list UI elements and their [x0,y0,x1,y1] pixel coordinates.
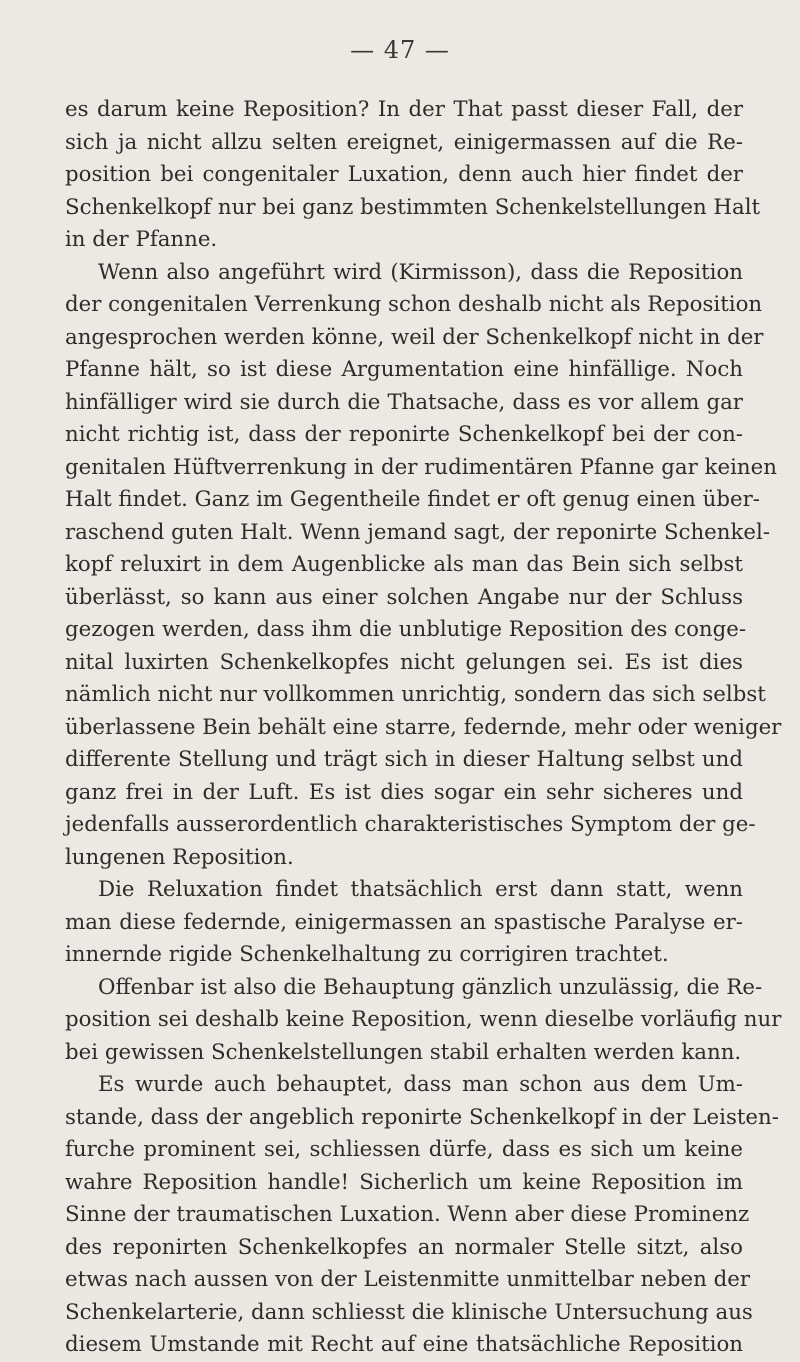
paragraph [65,257,782,875]
text-line: nämlich nicht nur vollkommen unrichtig, sondern das sich selbst [65,682,766,707]
text-line: diesem Umstande mit Recht auf eine thatsächliche Reposition [65,1332,743,1357]
text-line: furche prominent sei, schliessen dürfe, dass es sich um keine [65,1137,743,1162]
text-line: überlässt, so kann aus einer solchen Angabe nur der Schluss [65,584,743,610]
body-text [65,94,782,1362]
page-number: — 47 — [350,36,450,64]
text-line: Wenn also angeführt wird (Kirmisson), dass die Reposition [98,259,743,285]
text-line: Offenbar ist also die Behauptung gänzlich unzulässig, die Re- [98,974,763,1000]
paragraph [65,94,761,257]
text-line: Pfanne hält, so ist diese Argumentation eine hinfällige. Noch [65,357,743,382]
text-line: position sei deshalb keine Reposition, wenn dieselbe vorläufig nur [65,1007,782,1032]
text-line: des reponirten Schenkelkopfes an normaler Stelle sitzt, also [65,1234,743,1260]
text-line: differente Stellung und trägt sich in dieser Haltung selbst und [65,747,743,772]
text-line: Die Reluxation findet thatsächlich erst dann statt, wenn [98,877,743,902]
text-line: Schenkelarterie, dann schliesst die klinische Untersuchung aus [65,1299,753,1325]
text-line: sich ja nicht allzu selten ereignet, einigermassen auf die Re- [65,129,743,155]
text-line: hinfälliger wird sie durch die Thatsache, dass es vor allem gar [65,389,743,415]
text-line: Es wurde auch behauptet, dass man schon aus dem Um- [98,1072,743,1097]
text-line: etwas nach aussen von der Leistenmitte unmittelbar neben der [65,1267,751,1292]
text-line: lungenen Reposition. [65,844,294,870]
paragraph [65,972,782,1070]
text-line: es darum keine Reposition? In der That passt dieser Fall, der [65,97,743,122]
text-line: gezogen werden, dass ihm die unblutige Reposition des conge- [65,617,747,642]
text-line: wahre Reposition handle! Sicherlich um keine Reposition im [65,1169,743,1195]
text-line: Sinne der traumatischen Luxation. Wenn aber diese Prominenz [65,1202,750,1227]
text-line: Schenkelkopf nur bei ganz bestimmten Schenkelstellungen Halt [65,194,761,220]
text-line: kopf reluxirt in dem Augenblicke als man das Bein sich selbst [65,552,743,577]
text-line: man diese federnde, einigermassen an spastische Paralyse er- [65,909,743,935]
paragraph [65,874,743,972]
text-line: der congenitalen Verrenkung schon deshalb nicht als Reposition [65,292,763,317]
text-line: nicht richtig ist, dass der reponirte Schenkelkopf bei der con- [65,422,743,447]
text-line: raschend guten Halt. Wenn jemand sagt, der reponirte Schenkel- [65,519,771,545]
text-line: innernde rigide Schenkelhaltung zu corrigiren trachtet. [65,942,669,967]
text-line: in der Pfanne. [65,227,218,252]
text-line: nital luxirten Schenkelkopfes nicht gelungen sei. Es ist dies [65,649,743,675]
text-line: jedenfalls ausserordentlich charakteristisches Symptom der ge- [65,812,756,837]
text-line: überlassene Bein behält eine starre, federnde, mehr oder weniger [65,714,782,740]
text-line: position bei congenitaler Luxation, denn auch hier findet der [65,162,743,187]
paragraph [65,1069,779,1362]
text-line: ganz frei in der Luft. Es ist dies sogar ein sehr sicheres und [65,779,743,805]
text-line: bei gewissen Schenkelstellungen stabil erhalten werden kann. [65,1039,742,1065]
text-line: angesprochen werden könne, weil der Schenkelkopf nicht in der [65,324,764,350]
text-line: Halt findet. Ganz im Gegentheile findet er oft genug einen über- [65,487,760,512]
text-line: stande, dass der angeblich reponirte Schenkelkopf in der Leisten- [65,1104,779,1130]
text-line: genitalen Hüftverrenkung in der rudimentären Pfanne gar keinen [65,454,777,480]
